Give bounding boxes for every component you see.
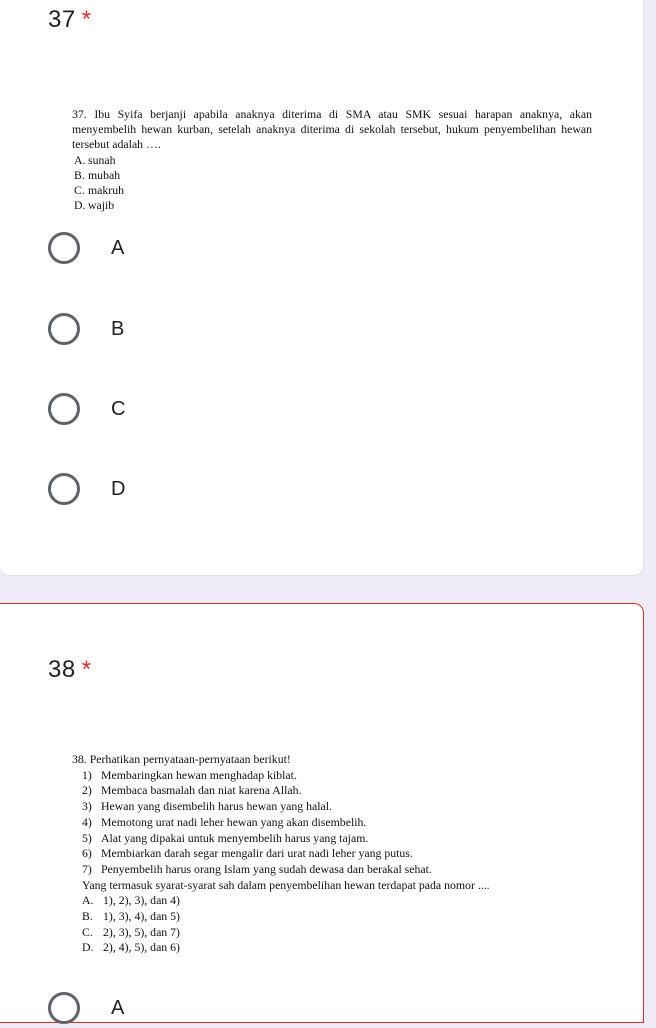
image-option-d: D. 2), 4), 5), dan 6) [82, 940, 180, 955]
choice-label: A [111, 996, 125, 1019]
image-option-b: B. mubah [74, 167, 121, 182]
radio-button-icon[interactable] [48, 232, 80, 264]
image-option-c: C. 2), 3), 5), dan 7) [82, 924, 180, 939]
image-option-d: D. wajib [74, 198, 115, 213]
radio-button-icon[interactable] [48, 473, 80, 505]
radio-choice-d[interactable] [48, 469, 125, 509]
question-title-38 [48, 656, 92, 684]
choice-label: A [111, 236, 125, 259]
image-option-c: C. makruh [74, 183, 125, 198]
required-asterisk: * [81, 6, 92, 33]
statement-item: 6) Membiarkan darah segar mengalir dari urat nadi leher yang putus. [82, 846, 413, 861]
question-image-37 [72, 107, 592, 213]
question-number: 37 [48, 6, 76, 33]
statement-item: 2) Membaca basmalah dan niat karena Allah. [82, 783, 302, 798]
question-stem: 37. Ibu Syifa berjanji apabila anaknya diterima di SMA atau SMK sesuai harapan anaknya, akan menyembelih hewan kurban, setelah anaknya diterima di sekolah tersebut, hukum penyembelihan hewan tersebut adalah …. [72, 107, 592, 152]
statement-item: 3) Hewan yang disembelih harus hewan yang halal. [82, 799, 332, 814]
statement-item: 7) Penyembelih harus orang Islam yang sudah dewasa dan berakal sehat. [82, 861, 432, 876]
question-number: 38 [48, 656, 76, 683]
radio-button-icon[interactable] [48, 393, 80, 425]
question-image-38 [72, 752, 592, 956]
question-intro: 38. Perhatikan pernyataan-pernyataan berikut! [72, 752, 291, 766]
image-option-a: A. sunah [74, 152, 116, 167]
radio-choice-a[interactable] [48, 988, 124, 1028]
radio-button-icon[interactable] [48, 992, 80, 1024]
radio-choice-c[interactable] [48, 389, 125, 429]
radio-choice-a[interactable] [48, 228, 124, 268]
choice-label: D [111, 477, 126, 500]
statement-item: 1) Membaringkan hewan menghadap kiblat. [82, 767, 297, 782]
image-option-b: B. 1), 3), 4), dan 5) [82, 909, 180, 924]
question-title-37 [48, 6, 92, 34]
statement-item: 4) Memotong urat nadi leher hewan yang akan disembelih. [82, 814, 367, 829]
radio-choice-b[interactable] [48, 309, 124, 349]
choice-label: B [111, 317, 125, 340]
choice-label: C [111, 397, 126, 420]
statement-item: 5) Alat yang dipakai untuk menyembelih harus yang tajam. [82, 830, 369, 845]
image-option-a: A. 1), 2), 3), dan 4) [82, 893, 180, 908]
question-prompt: Yang termasuk syarat-syarat sah dalam penyembelihan hewan terdapat pada nomor .... [82, 877, 490, 892]
required-asterisk: * [81, 656, 92, 683]
radio-button-icon[interactable] [48, 313, 80, 345]
